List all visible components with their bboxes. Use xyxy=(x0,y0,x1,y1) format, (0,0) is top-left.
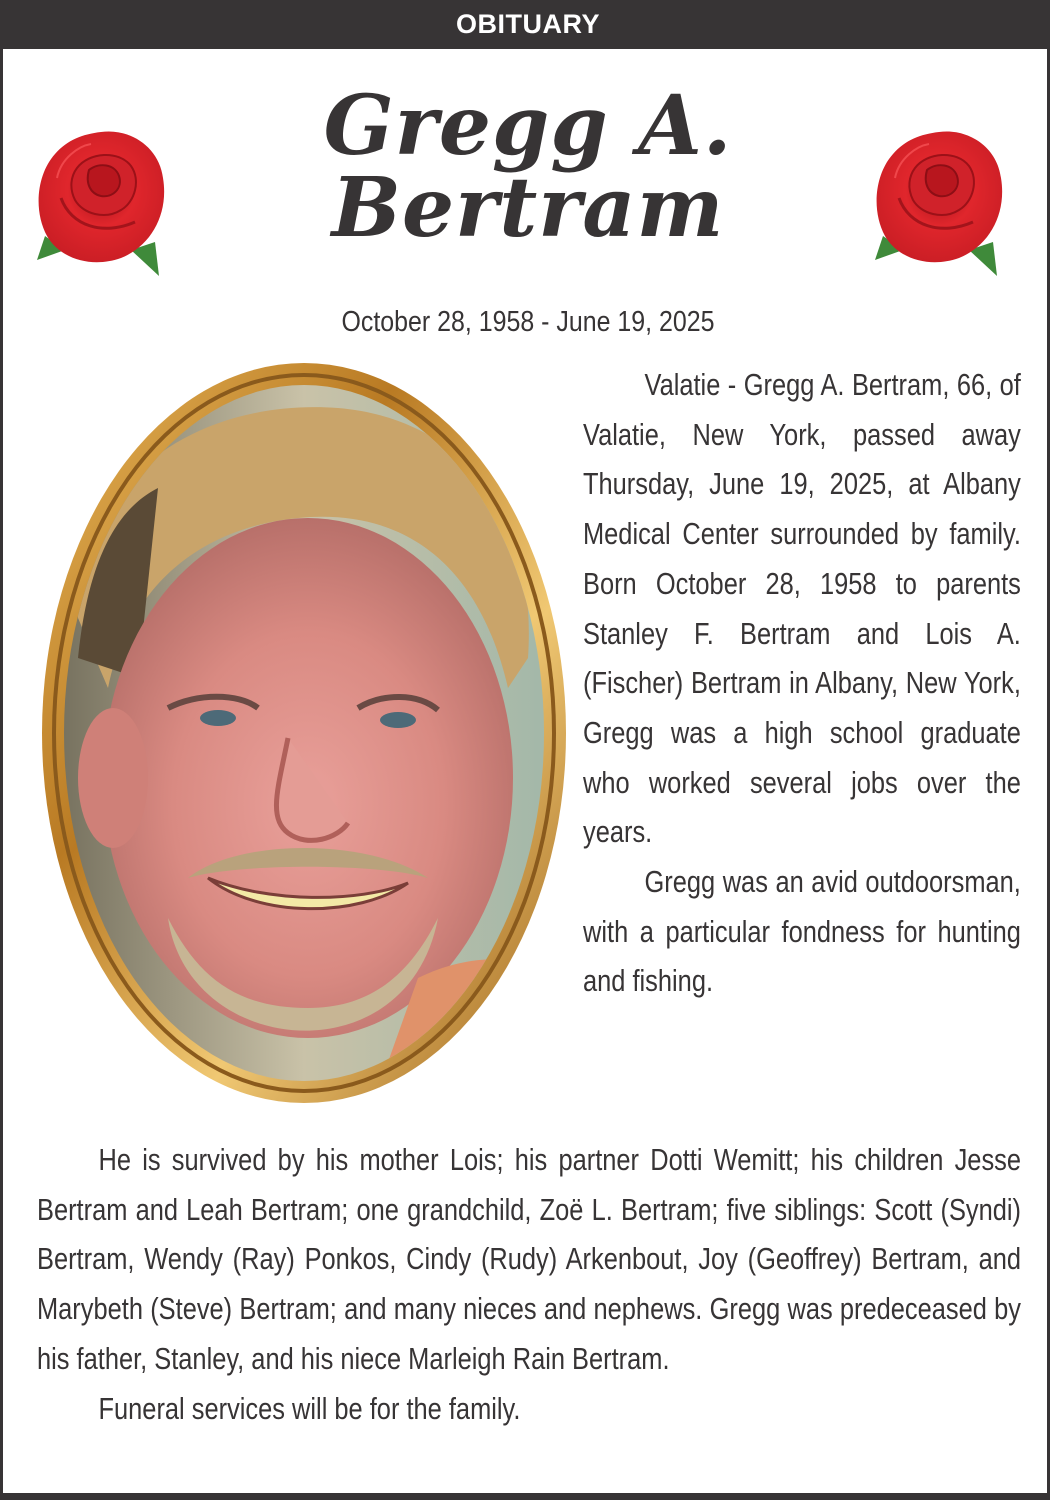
services-paragraph: Funeral services will be for the family. xyxy=(98,1390,521,1426)
name-line-1: Gregg A. xyxy=(323,78,733,174)
life-dates: October 28, 1958 - June 19, 2025 xyxy=(341,306,715,338)
bio-paragraph: Valatie - Gregg A. Bertram, 66, of Valatie, New York, passed away Thursday, June 19, 2025, at Albany Medical Center surrounded by family. Born October 28, 1958 to parents Stanley F. Bertram and Lois A. (Fischer) Bertram in Albany, New York, Gregg was a high school graduate who worked several jobs over the years. xyxy=(583,367,1021,850)
bio-full-width xyxy=(37,1135,1021,1433)
bio-column xyxy=(583,360,1021,1006)
bio-paragraph: Gregg was an avid outdoorsman, with a particular fondness for hunting and fishing. xyxy=(583,864,1021,999)
deceased-name xyxy=(233,78,823,256)
survivors-paragraph: He is survived by his mother Lois; his partner Dotti Wemitt; his children Jesse Bertram and Leah Bertram; one grandchild, Zoë L. Bertram; five siblings: Scott (Syndi) Bertram, Wendy (Ray) Ponkos, Cindy (Rudy) Arkenbout, Joy (Geoffrey) Bertram, and Marybeth (Steve) Bertram; and many nieces and nephews. Gregg was predeceased by his father, Stanley, and his niece Marleigh Rain Bertram. xyxy=(37,1142,1021,1376)
section-title: OBITUARY xyxy=(456,9,600,39)
header-bar xyxy=(3,0,1050,49)
name-line-2: Bertram xyxy=(331,160,725,256)
rose-icon xyxy=(31,118,171,278)
portrait-photo xyxy=(38,358,570,1108)
rose-icon xyxy=(869,118,1009,278)
